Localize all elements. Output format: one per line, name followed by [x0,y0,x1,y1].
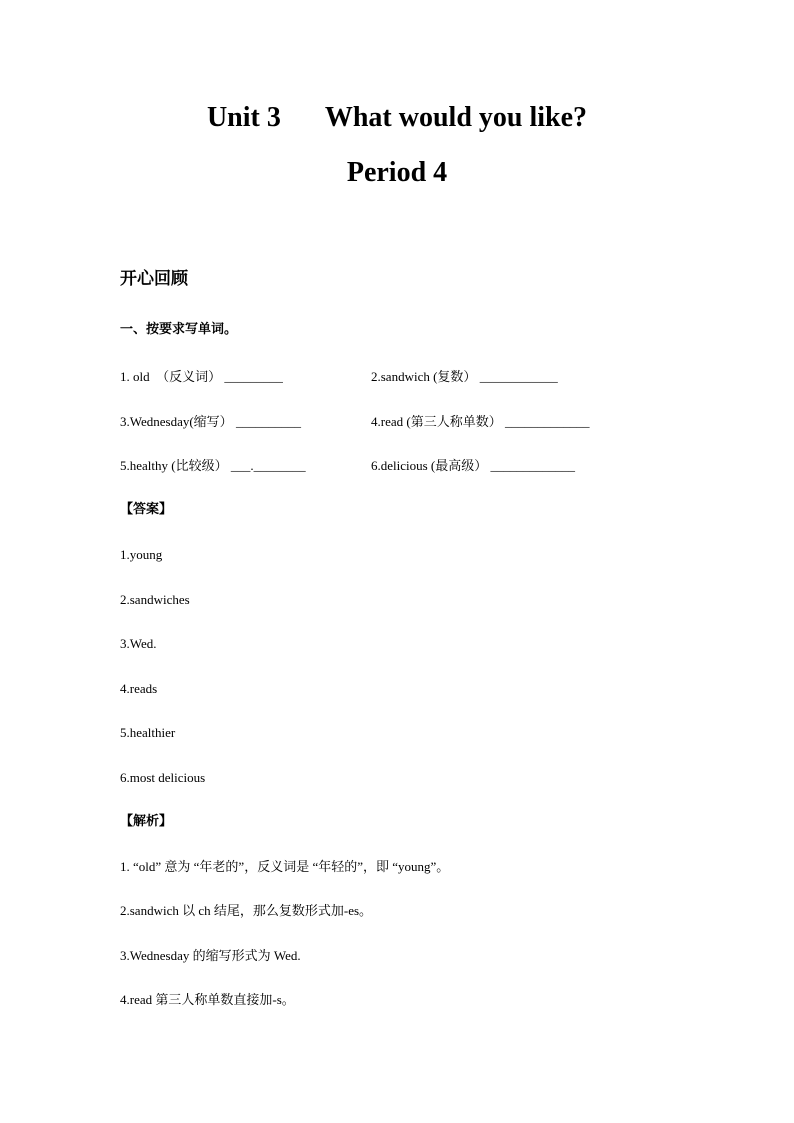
answer-item: 2.sandwiches [120,592,190,607]
answer-item: 3.Wed. [120,636,157,651]
period-title: Period 4 [346,157,448,188]
question-1: 1. old （反义词） _________ [120,369,283,384]
answer-blank: _____________ [504,414,590,429]
unit-number: Unit 3 [206,102,281,133]
question-3: 3.Wednesday(缩写） __________ [120,414,301,429]
answer-item: 5.healthier [120,725,176,740]
question-2: 2.sandwich (复数） ____________ [371,369,558,384]
analysis-item: 4.read 第三人称单数直接加-s。 [120,992,295,1007]
section-heading: 开心回顾 [120,269,188,289]
question-5: 5.healthy (比较级） ___.________ [120,458,306,473]
analysis-item: 2.sandwich 以 ch 结尾，那么复数形式加-es。 [120,903,373,918]
answer-label: 【答案】 [120,502,173,517]
answer-blank: ___.________ [230,458,306,473]
answer-item: 1.young [120,547,163,562]
answer-blank: _____________ [490,458,576,473]
exercise-heading: 一、按要求写单词。 [120,322,238,337]
answer-blank: _________ [224,369,283,384]
analysis-item: 3.Wednesday 的缩写形式为 Wed. [120,948,301,963]
analysis-item: 1. “old” 意为 “年老的”，反义词是 “年轻的”，即 “young”。 [120,859,450,874]
answer-item: 4.reads [120,681,158,696]
unit-name: What would you like? [324,102,588,133]
answer-blank: ____________ [479,369,558,384]
answer-item: 6.most delicious [120,770,206,785]
analysis-label: 【解析】 [120,814,173,829]
unit-title [0,104,794,132]
answer-blank: __________ [235,414,301,429]
question-4: 4.read (第三人称单数） _____________ [371,414,590,429]
question-6: 6.delicious (最高级） _____________ [371,458,576,473]
